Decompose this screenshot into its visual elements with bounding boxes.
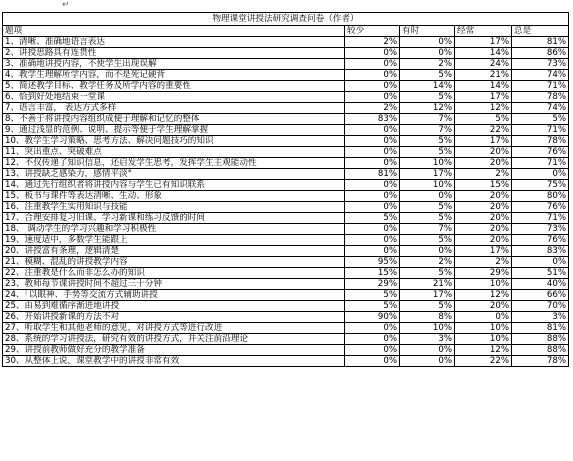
row-often: 24% — [455, 59, 512, 70]
row-few: 0% — [345, 158, 400, 169]
row-item: 9、通过浅显的范例、说明、提示等便于学生理解掌握 — [3, 125, 345, 136]
paragraph-mark: ↵ — [62, 0, 70, 10]
row-sometimes: 10% — [400, 158, 455, 169]
table-row — [3, 125, 569, 136]
row-total: 78% — [512, 136, 569, 147]
row-item: 28、系统的学习讲授法，研究有效的讲授方式，并关注前沿理论 — [3, 334, 345, 345]
row-total: 40% — [512, 279, 569, 290]
row-sometimes: 7% — [400, 114, 455, 125]
row-total: 88% — [512, 334, 569, 345]
row-often: 21% — [455, 70, 512, 81]
row-often: 17% — [455, 92, 512, 103]
row-often: 12% — [455, 290, 512, 301]
table-row — [3, 323, 569, 334]
row-item: 22、注重教是什么而非怎么办的知识 — [3, 268, 345, 279]
row-sometimes: 5% — [400, 70, 455, 81]
row-often: 22% — [455, 125, 512, 136]
row-often: 5% — [455, 114, 512, 125]
row-total: 70% — [512, 301, 569, 312]
row-sometimes: 5% — [400, 92, 455, 103]
header-few: 较少 — [345, 26, 400, 37]
table-row — [3, 235, 569, 246]
header-item: 题项 — [3, 26, 345, 37]
row-total: 80% — [512, 191, 569, 202]
table-row — [3, 180, 569, 191]
row-often: 20% — [455, 202, 512, 213]
row-few: 0% — [345, 70, 400, 81]
row-few: 0% — [345, 125, 400, 136]
row-item: 20、讲授富有条理，逻辑清楚 — [3, 246, 345, 257]
table-row — [3, 213, 569, 224]
row-item: 24、「以眼神、手势等交流方式辅助讲授 — [3, 290, 345, 301]
header-row — [3, 26, 569, 37]
table-row — [3, 279, 569, 290]
row-often: 12% — [455, 345, 512, 356]
row-few: 0% — [345, 147, 400, 158]
row-few: 90% — [345, 312, 400, 323]
row-total: 71% — [512, 158, 569, 169]
table-row — [3, 103, 569, 114]
row-sometimes: 7% — [400, 224, 455, 235]
row-sometimes: 21% — [400, 279, 455, 290]
row-often: 10% — [455, 323, 512, 334]
row-few: 5% — [345, 213, 400, 224]
row-item: 18、 调动学生的学习兴趣和学习积极性 — [3, 224, 345, 235]
row-total: 81% — [512, 37, 569, 48]
row-few: 5% — [345, 301, 400, 312]
row-sometimes: 0% — [400, 191, 455, 202]
row-total: 3% — [512, 312, 569, 323]
row-sometimes: 0% — [400, 246, 455, 257]
table-row — [3, 70, 569, 81]
table-row — [3, 246, 569, 257]
row-few: 0% — [345, 224, 400, 235]
row-few: 95% — [345, 257, 400, 268]
row-item: 25、由易到难循序渐进地讲授 — [3, 301, 345, 312]
row-sometimes: 7% — [400, 125, 455, 136]
row-few: 0% — [345, 334, 400, 345]
row-few: 0% — [345, 48, 400, 59]
row-few: 0% — [345, 92, 400, 103]
row-item: 2、讲授思路具有连贯性 — [3, 48, 345, 59]
row-item: 26、开始讲授新课的方法不对 — [3, 312, 345, 323]
table-row — [3, 48, 569, 59]
row-often: 20% — [455, 235, 512, 246]
row-sometimes: 12% — [400, 103, 455, 114]
table-row — [3, 158, 569, 169]
table-row — [3, 268, 569, 279]
row-total: 5% — [512, 114, 569, 125]
table-row — [3, 345, 569, 356]
title-row — [3, 13, 569, 26]
row-item: 14、通过先行组织者将讲授内容与学生已有知识联系 — [3, 180, 345, 191]
row-sometimes: 0% — [400, 356, 455, 367]
row-often: 10% — [455, 334, 512, 345]
row-sometimes: 3% — [400, 334, 455, 345]
row-often: 10% — [455, 279, 512, 290]
row-sometimes: 5% — [400, 136, 455, 147]
row-few: 0% — [345, 202, 400, 213]
table-row — [3, 92, 569, 103]
row-sometimes: 2% — [400, 59, 455, 70]
row-item: 17、合理安排复习旧课、学习新课和练习反馈的时间 — [3, 213, 345, 224]
row-item: 1、清晰、准确地语言表达 — [3, 37, 345, 48]
row-few: 81% — [345, 169, 400, 180]
table-row — [3, 356, 569, 367]
table-row — [3, 37, 569, 48]
row-few: 2% — [345, 37, 400, 48]
row-total: 76% — [512, 202, 569, 213]
table-row — [3, 224, 569, 235]
row-often: 2% — [455, 257, 512, 268]
row-often: 12% — [455, 103, 512, 114]
row-sometimes: 0% — [400, 345, 455, 356]
row-total: 81% — [512, 323, 569, 334]
table-row — [3, 59, 569, 70]
row-sometimes: 2% — [400, 257, 455, 268]
row-few: 29% — [345, 279, 400, 290]
row-often: 14% — [455, 81, 512, 92]
row-few: 15% — [345, 268, 400, 279]
row-few: 5% — [345, 290, 400, 301]
row-total: 76% — [512, 235, 569, 246]
row-item: 10、教学生学习策略、思考方法、解决问题技巧的知识 — [3, 136, 345, 147]
row-few: 0% — [345, 180, 400, 191]
row-few: 2% — [345, 103, 400, 114]
row-sometimes: 5% — [400, 213, 455, 224]
row-item: 30、从整体上说，课堂教学中的讲授非常有效 — [3, 356, 345, 367]
row-often: 0% — [455, 312, 512, 323]
header-sometimes: 有时 — [400, 26, 455, 37]
row-few: 0% — [345, 356, 400, 367]
row-often: 17% — [455, 246, 512, 257]
row-total: 71% — [512, 213, 569, 224]
row-total: 0% — [512, 169, 569, 180]
row-sometimes: 10% — [400, 180, 455, 191]
row-often: 20% — [455, 191, 512, 202]
table-row — [3, 114, 569, 125]
row-item: 15、板书与课件等表达清晰、生动、形象 — [3, 191, 345, 202]
row-total: 78% — [512, 92, 569, 103]
row-sometimes: 0% — [400, 37, 455, 48]
row-often: 20% — [455, 213, 512, 224]
row-sometimes: 0% — [400, 48, 455, 59]
row-total: 88% — [512, 345, 569, 356]
table-row — [3, 334, 569, 345]
row-sometimes: 5% — [400, 268, 455, 279]
row-often: 20% — [455, 158, 512, 169]
row-item: 23、教师每节课讲授时间不超过三十分钟 — [3, 279, 345, 290]
row-sometimes: 5% — [400, 301, 455, 312]
row-sometimes: 5% — [400, 147, 455, 158]
table-row — [3, 169, 569, 180]
row-few: 0% — [345, 81, 400, 92]
table-row — [3, 312, 569, 323]
table-row — [3, 147, 569, 158]
row-often: 2% — [455, 169, 512, 180]
row-total: 83% — [512, 246, 569, 257]
row-item: 8、不善于将讲授内容组织成便于理解和记忆的整体 — [3, 114, 345, 125]
row-item: 29、讲授前教师做好充分的教学准备 — [3, 345, 345, 356]
row-item: 3、准确地讲授内容，不使学生出现误解 — [3, 59, 345, 70]
row-total: 73% — [512, 59, 569, 70]
row-total: 0% — [512, 257, 569, 268]
table-row — [3, 191, 569, 202]
row-item: 11、突出重点、突破难点 — [3, 147, 345, 158]
survey-table — [2, 12, 569, 367]
row-total: 71% — [512, 125, 569, 136]
table-row — [3, 301, 569, 312]
row-total: 74% — [512, 103, 569, 114]
row-often: 20% — [455, 147, 512, 158]
row-item: 6、恰到好处地结束一堂课 — [3, 92, 345, 103]
row-sometimes: 10% — [400, 323, 455, 334]
row-item: 21、模糊、混乱的讲授教学内容 — [3, 257, 345, 268]
row-often: 17% — [455, 136, 512, 147]
row-item: 13、讲授缺乏感染力，感情平淡° — [3, 169, 345, 180]
row-sometimes: 5% — [400, 202, 455, 213]
row-total: 86% — [512, 48, 569, 59]
row-item: 27、听取学生和其他老师的意见，对讲授方式等进行改进 — [3, 323, 345, 334]
row-sometimes: 5% — [400, 235, 455, 246]
row-item: 7、语言丰富， 表达方式多样 — [3, 103, 345, 114]
row-few: 0% — [345, 235, 400, 246]
row-few: 83% — [345, 114, 400, 125]
row-often: 14% — [455, 48, 512, 59]
row-often: 20% — [455, 301, 512, 312]
header-total: 总是 — [512, 26, 569, 37]
row-few: 0% — [345, 136, 400, 147]
row-total: 51% — [512, 268, 569, 279]
row-total: 66% — [512, 290, 569, 301]
row-often: 29% — [455, 268, 512, 279]
row-sometimes: 17% — [400, 290, 455, 301]
table-title: 物理课堂讲授法研究调查问卷（作者） — [3, 13, 569, 26]
row-few: 0% — [345, 191, 400, 202]
row-item: 4、教学生理解所学内容，而不是死记硬背 — [3, 70, 345, 81]
table-row — [3, 257, 569, 268]
row-item: 5、简述教学目标、教学任务及所学内容的重要性 — [3, 81, 345, 92]
row-item: 19、速度适中，多数学生能跟上 — [3, 235, 345, 246]
table-row — [3, 81, 569, 92]
row-item: 12、不仅传递了知识信息，还启发学生思考，发挥学生主观能动性 — [3, 158, 345, 169]
row-often: 20% — [455, 224, 512, 235]
row-total: 74% — [512, 70, 569, 81]
table-row — [3, 290, 569, 301]
row-sometimes: 17% — [400, 169, 455, 180]
row-few: 0% — [345, 246, 400, 257]
row-often: 15% — [455, 180, 512, 191]
row-item: 16、注重教学生实用知识与技能 — [3, 202, 345, 213]
header-often: 经常 — [455, 26, 512, 37]
row-few: 0% — [345, 345, 400, 356]
row-few: 0% — [345, 323, 400, 334]
row-total: 78% — [512, 356, 569, 367]
row-total: 73% — [512, 224, 569, 235]
row-total: 71% — [512, 81, 569, 92]
table-row — [3, 136, 569, 147]
row-sometimes: 8% — [400, 312, 455, 323]
row-total: 76% — [512, 147, 569, 158]
row-often: 22% — [455, 356, 512, 367]
row-often: 17% — [455, 37, 512, 48]
table-row — [3, 202, 569, 213]
row-sometimes: 14% — [400, 81, 455, 92]
row-few: 0% — [345, 59, 400, 70]
row-total: 75% — [512, 180, 569, 191]
